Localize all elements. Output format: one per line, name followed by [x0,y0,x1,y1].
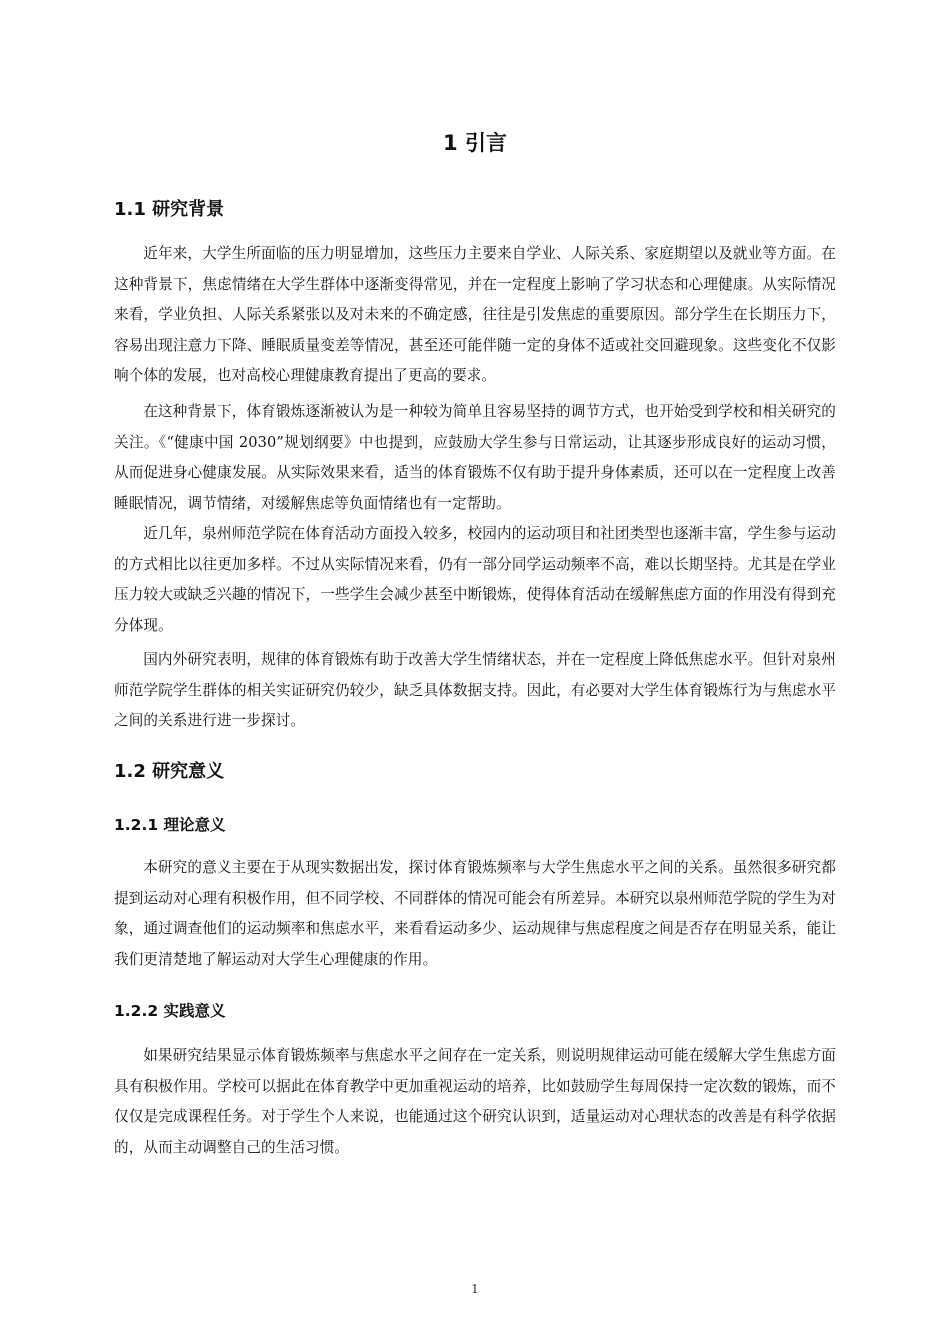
subsection-heading-theoretical-significance: 1.2.1 理论意义 [114,816,226,834]
paragraph: 在这种背景下，体育锻炼逐渐被认为是一种较为简单且容易坚持的调节方式，也开始受到学校和相关研究的关注。《“健康中国 2030”规划纲要》中也提到，应鼓励大学生参与日常运动，让其逐步形成良好的运动习惯，从而促进身心健康发展。从实际效果来看，适当的体育锻炼不仅有助于提升身体素质，还可以在一定程度上改善睡眠情况，调节情绪，对缓解焦虑等负面情绪也有一定帮助。 [114,403,836,512]
paragraph: 近几年，泉州师范学院在体育活动方面投入较多，校园内的运动项目和社团类型也逐渐丰富，学生参与运动的方式相比以往更加多样。不过从实际情况来看，仍有一部分同学运动频率不高，难以长期坚持。尤其是在学业压力较大或缺乏兴趣的情况下，一些学生会减少甚至中断锻炼，使得体育活动在缓解焦虑方面的作用没有得到充分体现。 [114,525,836,634]
chapter-title: 1 引言 [443,131,507,155]
paragraph: 国内外研究表明，规律的体育锻炼有助于改善大学生情绪状态，并在一定程度上降低焦虑水平。但针对泉州师范学院学生群体的相关实证研究仍较少，缺乏具体数据支持。因此，有必要对大学生体育锻炼行为与焦虑水平之间的关系进行进一步探讨。 [114,651,836,730]
page-number: 1 [471,1282,479,1296]
section-heading-research-significance: 1.2 研究意义 [114,761,225,782]
subsection-heading-practical-significance: 1.2.2 实践意义 [114,1002,226,1020]
paragraph: 近年来，大学生所面临的压力明显增加，这些压力主要来自学业、人际关系、家庭期望以及就业等方面。在这种背景下，焦虑情绪在大学生群体中逐渐变得常见，并在一定程度上影响了学习状态和心理健康。从实际情况来看，学业负担、人际关系紧张以及对未来的不确定感，往往是引发焦虑的重要原因。部分学生在长期压力下，容易出现注意力下降、睡眠质量变差等情况，甚至还可能伴随一定的身体不适或社交回避现象。这些变化不仅影响个体的发展，也对高校心理健康教育提出了更高的要求。 [114,245,836,385]
paragraph: 本研究的意义主要在于从现实数据出发，探讨体育锻炼频率与大学生焦虑水平之间的关系。虽然很多研究都提到运动对心理有积极作用，但不同学校、不同群体的情况可能会有所差异。本研究以泉州师范学院的学生为对象，通过调查他们的运动频率和焦虑水平，来看看运动多少、运动规律与焦虑程度之间是否存在明显关系，能让我们更清楚地了解运动对大学生心理健康的作用。 [114,859,836,968]
paragraph: 如果研究结果显示体育锻炼频率与焦虑水平之间存在一定关系，则说明规律运动可能在缓解大学生焦虑方面具有积极作用。学校可以据此在体育教学中更加重视运动的培养，比如鼓励学生每周保持一定次数的锻炼，而不仅仅是完成课程任务。对于学生个人来说，也能通过这个研究认识到，适量运动对心理状态的改善是有科学依据的，从而主动调整自己的生活习惯。 [114,1047,836,1156]
section-heading-research-background: 1.1 研究背景 [114,199,225,220]
